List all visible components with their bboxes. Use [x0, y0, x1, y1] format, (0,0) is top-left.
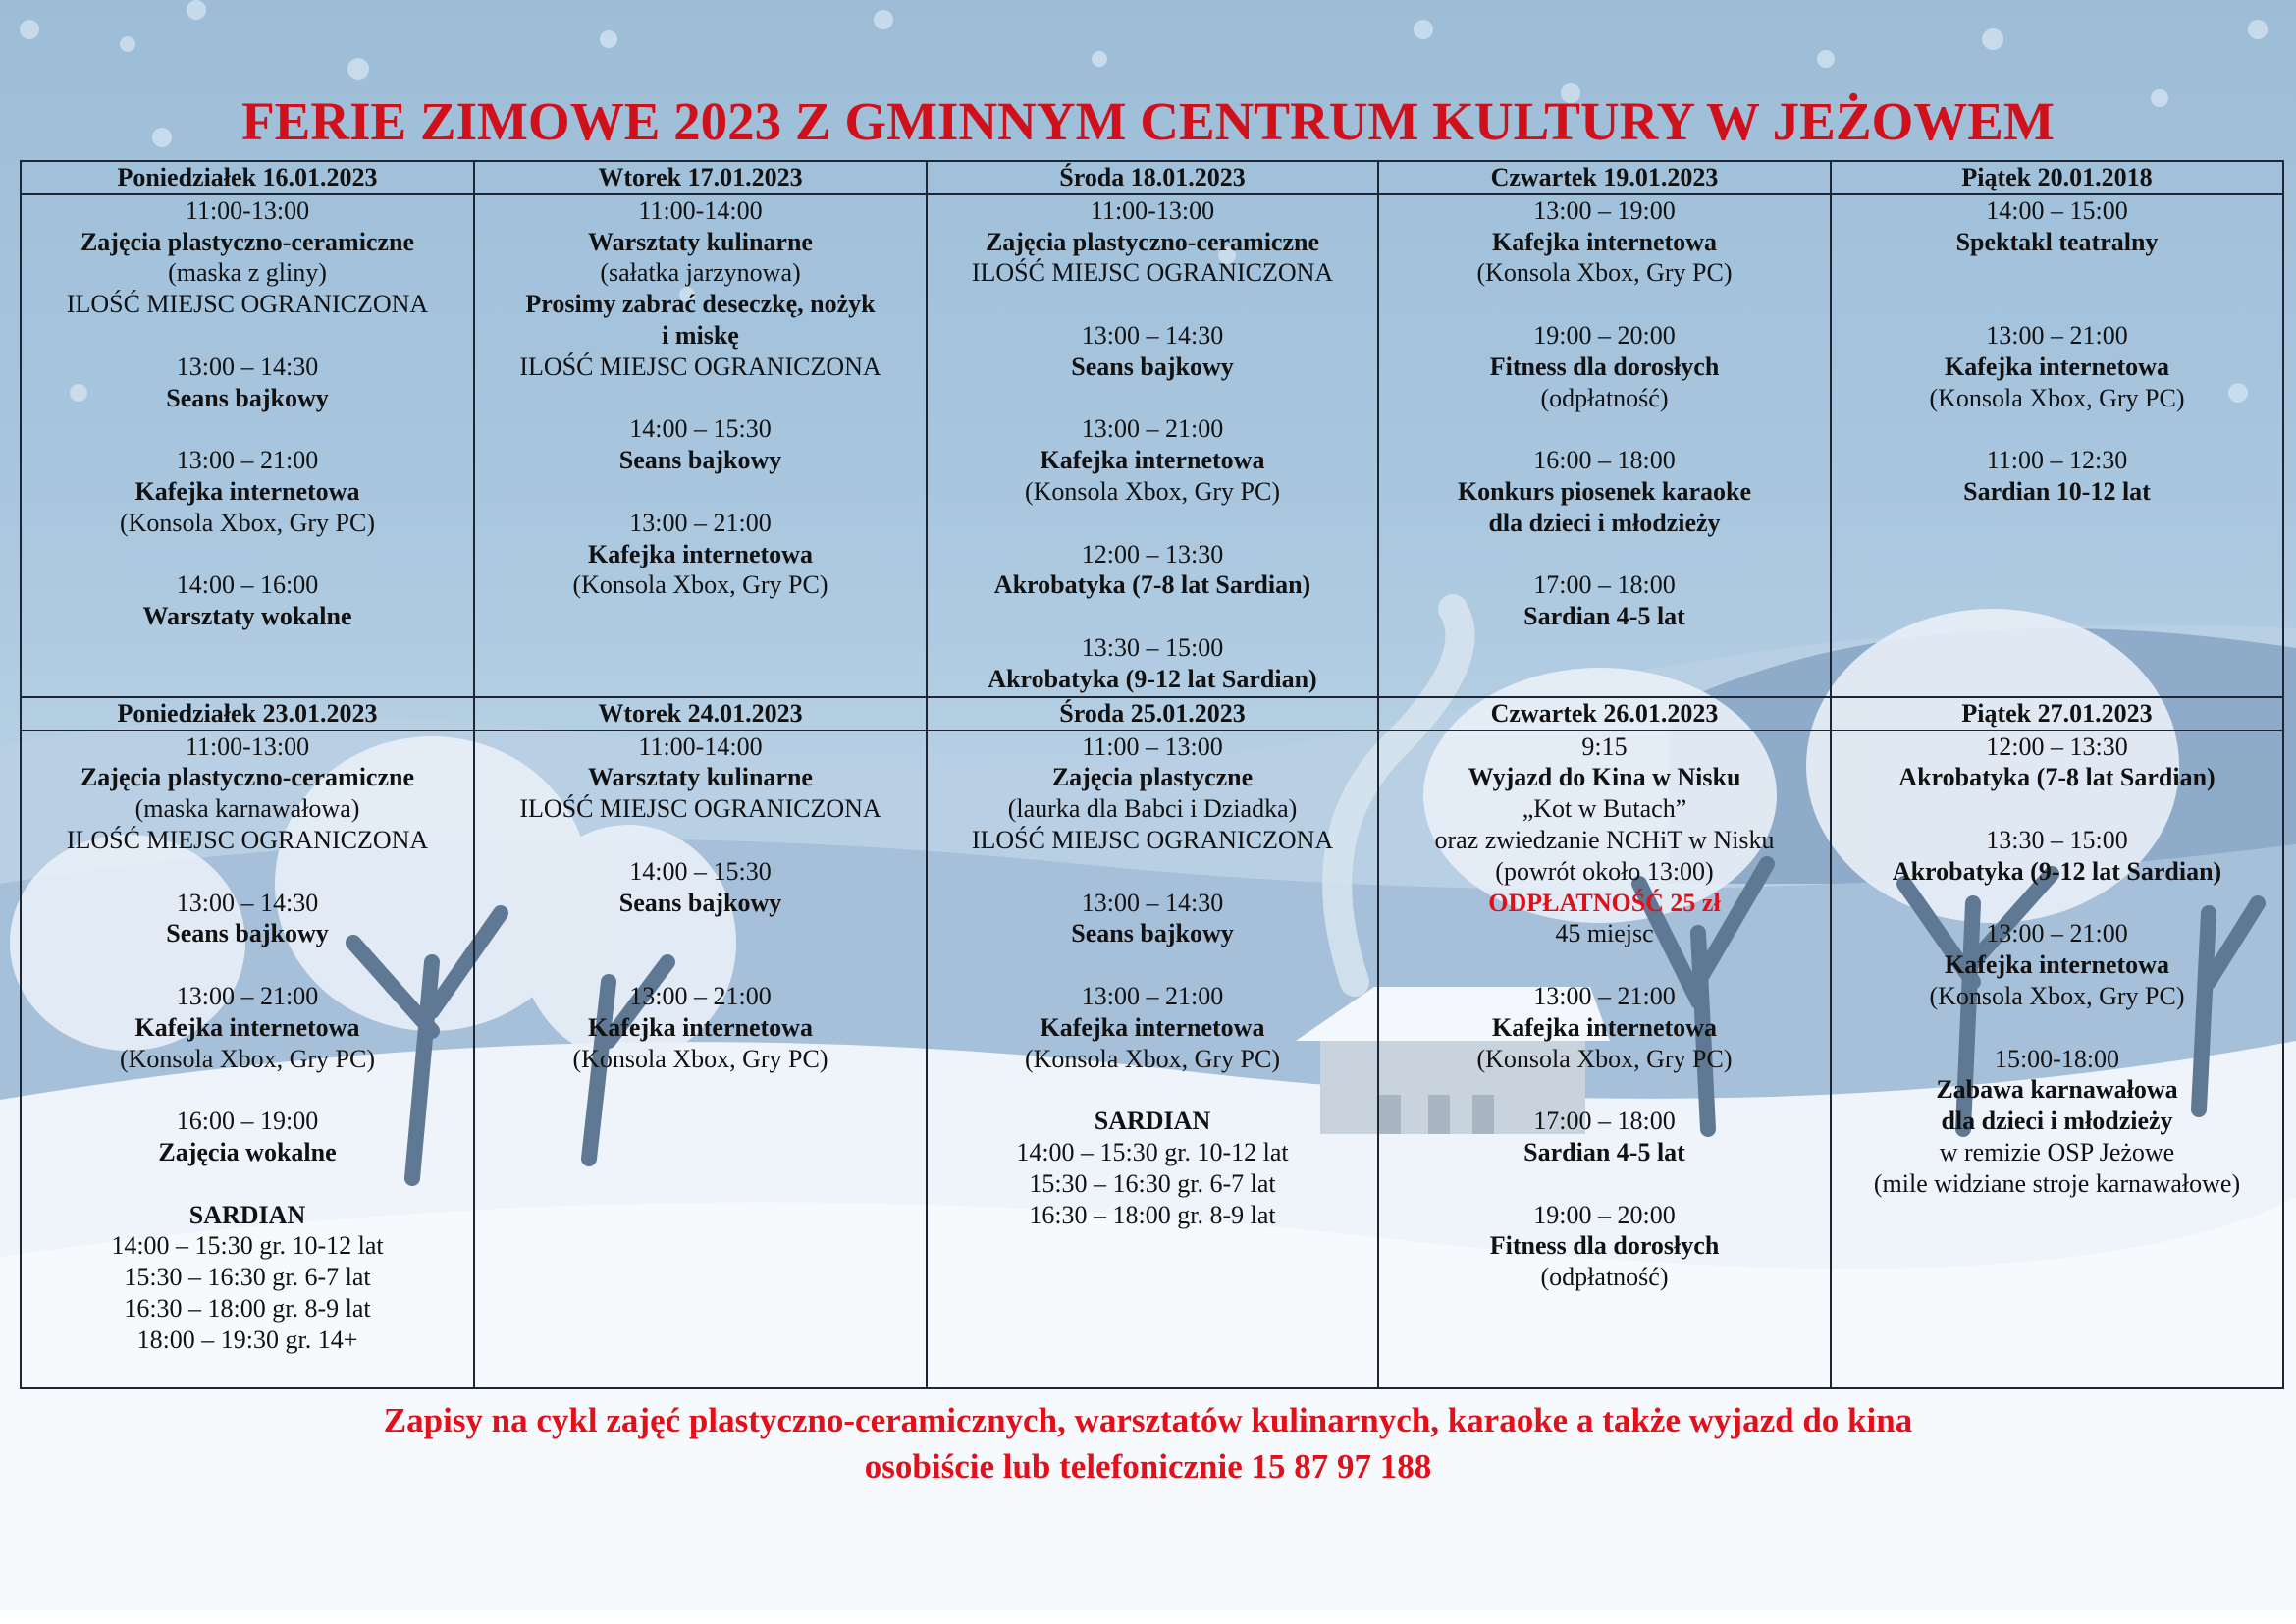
activity-detail: 14:00 – 16:00	[176, 570, 319, 600]
activity-detail: 14:00 – 15:00	[1986, 195, 2128, 225]
activity-detail	[1836, 289, 2278, 320]
activity-detail	[932, 508, 1373, 539]
activity-detail: (mile widziane stroje karnawałowe)	[1873, 1168, 2241, 1198]
activity-detail: ILOŚĆ MIEJSC OGRANICZONA	[519, 794, 881, 824]
day-activities-cell	[1378, 194, 1831, 697]
activity-detail: 15:30 – 16:30 gr. 6-7 lat	[1029, 1168, 1276, 1198]
activity-detail: ILOŚĆ MIEJSC OGRANICZONA	[66, 290, 429, 319]
activity-title: Kafejka internetowa	[134, 1012, 360, 1042]
activity-detail: 11:00-13:00	[1090, 195, 1215, 225]
activity-detail: 13:00 – 21:00	[1081, 981, 1224, 1010]
activity-title: dla dzieci i młodzieży	[1941, 1107, 2173, 1136]
activity-detail: 18:00 – 19:30 gr. 14+	[136, 1325, 358, 1354]
week-header-row	[21, 161, 2283, 194]
price-notice: ODPŁATNOŚĆ 25 zł	[1488, 888, 1721, 917]
activity-detail	[932, 949, 1373, 981]
day-header: Środa 18.01.2023	[927, 161, 1378, 194]
activity-title: Akrobatyka (9-12 lat Sardian)	[988, 664, 1317, 693]
activity-title: Warsztaty kulinarne	[588, 763, 813, 792]
activity-detail: 13:00 – 21:00	[176, 981, 319, 1010]
activity-detail	[26, 320, 469, 352]
activity-detail: 17:00 – 18:00	[1533, 1107, 1676, 1136]
activity-title: Seans bajkowy	[618, 446, 782, 475]
activity-detail	[932, 383, 1373, 414]
activity-detail	[479, 918, 922, 949]
day-activities-cell	[1831, 731, 2283, 1388]
activity-detail: 11:00-13:00	[185, 731, 310, 761]
activity-title: SARDIAN	[1094, 1107, 1211, 1136]
activity-detail: 13:00 – 14:30	[176, 352, 319, 381]
activity-detail	[1836, 413, 2278, 445]
activity-title: Warsztaty kulinarne	[588, 227, 813, 256]
activity-detail: 13:00 – 19:00	[1533, 195, 1676, 225]
activity-title: SARDIAN	[188, 1200, 306, 1229]
activity-detail: 13:30 – 15:00	[1986, 825, 2128, 854]
activity-detail: (powrót około 13:00)	[1495, 856, 1714, 886]
activity-detail: (Konsola Xbox, Gry PC)	[572, 570, 828, 600]
activity-detail: 14:00 – 15:30 gr. 10-12 lat	[1016, 1137, 1289, 1166]
activity-detail: w remizie OSP Jeżowe	[1939, 1137, 2175, 1166]
activity-title: Kafejka internetowa	[1492, 1012, 1717, 1042]
activity-detail: ILOŚĆ MIEJSC OGRANICZONA	[971, 258, 1334, 288]
activity-detail: 13:00 – 14:30	[1081, 888, 1224, 917]
day-header: Piątek 27.01.2023	[1831, 697, 2283, 731]
activity-title: Kafejka internetowa	[1040, 446, 1265, 475]
activity-title: Kafejka internetowa	[1492, 227, 1717, 256]
day-header: Piątek 20.01.2018	[1831, 161, 2283, 194]
activity-detail: 13:00 – 21:00	[176, 446, 319, 475]
activity-title: Seans bajkowy	[1071, 919, 1234, 948]
activity-detail	[1383, 949, 1826, 981]
activity-detail: 11:00 – 13:00	[1082, 731, 1223, 761]
activity-detail: 13:00 – 14:30	[176, 888, 319, 917]
activity-detail	[479, 383, 922, 414]
activity-detail: ILOŚĆ MIEJSC OGRANICZONA	[66, 825, 429, 854]
day-header: Wtorek 24.01.2023	[474, 697, 927, 731]
day-activities-cell	[21, 194, 474, 697]
activity-title: Fitness dla dorosłych	[1489, 1231, 1720, 1261]
activity-detail: (maska z gliny)	[168, 258, 327, 288]
activity-detail: 13:00 – 21:00	[629, 981, 772, 1010]
activity-detail: 16:30 – 18:00 gr. 8-9 lat	[124, 1293, 371, 1323]
activity-detail: 12:00 – 13:30	[1986, 731, 2128, 761]
activity-title: Spektakl teatralny	[1955, 227, 2159, 256]
activity-detail: (Konsola Xbox, Gry PC)	[1929, 981, 2185, 1010]
activity-detail: „Kot w Butach”	[1522, 794, 1687, 824]
activity-detail: 11:00-13:00	[185, 195, 310, 225]
activity-detail	[1836, 888, 2278, 919]
activity-detail	[932, 856, 1373, 888]
activity-detail: 13:30 – 15:00	[1081, 632, 1224, 662]
schedule-table	[20, 160, 2284, 1389]
activity-detail: 11:00 – 12:30	[1986, 446, 2128, 475]
day-header: Środa 25.01.2023	[927, 697, 1378, 731]
day-activities-cell	[1378, 731, 1831, 1388]
activity-title: Kafejka internetowa	[1945, 950, 2169, 980]
day-activities-cell	[1831, 194, 2283, 697]
activity-title: Zajęcia plastyczno-ceramiczne	[80, 227, 415, 256]
activity-detail: (laurka dla Babci i Dziadka)	[1007, 794, 1298, 824]
activity-title: i miskę	[662, 320, 739, 350]
day-header: Poniedziałek 23.01.2023	[21, 697, 474, 731]
activity-detail: 13:00 – 21:00	[1986, 320, 2128, 350]
activity-title: Zajęcia plastyczno-ceramiczne	[985, 227, 1320, 256]
activity-title: Sardian 10-12 lat	[1963, 476, 2151, 506]
day-activities-cell	[21, 731, 474, 1388]
activity-detail: (Konsola Xbox, Gry PC)	[1929, 383, 2185, 412]
activity-detail	[479, 949, 922, 981]
activity-title: Kafejka internetowa	[134, 476, 360, 506]
registration-phone: osobiście lub telefonicznie 15 87 97 188	[864, 1447, 1432, 1486]
activity-detail: 11:00-14:00	[638, 195, 763, 225]
activity-detail	[26, 856, 469, 888]
day-header: Czwartek 26.01.2023	[1378, 697, 1831, 731]
activity-detail: (Konsola Xbox, Gry PC)	[1476, 258, 1733, 288]
activity-title: dla dzieci i młodzieży	[1488, 508, 1721, 537]
activity-detail	[1383, 1074, 1826, 1106]
activity-detail	[1836, 1012, 2278, 1044]
activity-detail: 15:00-18:00	[1994, 1044, 2120, 1073]
registration-note: Zapisy na cykl zajęć plastyczno-ceramicznych, warsztatów kulinarnych, karaoke a także wyjazd do kina	[383, 1401, 1913, 1439]
day-header: Czwartek 19.01.2023	[1378, 161, 1831, 194]
activity-detail	[479, 476, 922, 508]
activity-title: Zajęcia wokalne	[158, 1137, 337, 1166]
day-activities-cell	[927, 731, 1378, 1388]
activity-detail: 12:00 – 13:30	[1081, 539, 1224, 568]
activity-detail: oraz zwiedzanie NCHiT w Nisku	[1434, 825, 1775, 854]
activity-title: Zajęcia plastyczno-ceramiczne	[80, 763, 415, 792]
activity-detail: 13:00 – 21:00	[629, 508, 772, 537]
activity-detail: 13:00 – 14:30	[1081, 320, 1224, 350]
activity-title: Kafejka internetowa	[1040, 1012, 1265, 1042]
activity-detail	[1383, 289, 1826, 320]
activity-detail: 13:00 – 21:00	[1986, 919, 2128, 948]
activity-detail: 45 miejsc	[1555, 919, 1654, 948]
day-header: Wtorek 17.01.2023	[474, 161, 927, 194]
activity-title: Akrobatyka (7-8 lat Sardian)	[993, 570, 1311, 600]
activity-detail	[1836, 793, 2278, 825]
activity-detail	[26, 949, 469, 981]
activity-detail	[1383, 539, 1826, 570]
activity-title: Sardian 4-5 lat	[1523, 1137, 1685, 1166]
activity-title: Sardian 4-5 lat	[1523, 602, 1685, 631]
activity-detail	[1383, 413, 1826, 445]
activity-detail: (maska karnawałowa)	[134, 794, 360, 824]
activity-detail	[932, 289, 1373, 320]
activity-detail: 16:00 – 18:00	[1533, 446, 1676, 475]
activity-detail: (Konsola Xbox, Gry PC)	[1476, 1044, 1733, 1073]
activity-detail: 11:00-14:00	[638, 731, 763, 761]
activity-title: Prosimy zabrać deseczkę, nożyk	[525, 290, 876, 319]
activity-detail: 14:00 – 15:30 gr. 10-12 lat	[111, 1231, 384, 1261]
activity-detail: 19:00 – 20:00	[1533, 1200, 1676, 1229]
activity-title: Seans bajkowy	[1071, 352, 1234, 381]
activity-title: Seans bajkowy	[618, 888, 782, 917]
activity-detail	[26, 539, 469, 570]
activity-title: Wyjazd do Kina w Nisku	[1468, 763, 1741, 792]
activity-detail	[1836, 257, 2278, 289]
activity-detail	[26, 413, 469, 445]
activity-detail: (odpłatność)	[1540, 1263, 1669, 1292]
activity-detail	[1383, 1168, 1826, 1200]
activity-title: Warsztaty wokalne	[142, 602, 352, 631]
activity-detail: 13:00 – 21:00	[1081, 414, 1224, 444]
page-title: FERIE ZIMOWE 2023 Z GMINNYM CENTRUM KULTURY W JEŻOWEM	[241, 91, 2055, 151]
activity-title: Kafejka internetowa	[1945, 352, 2169, 381]
activity-detail: 14:00 – 15:30	[629, 856, 772, 886]
activity-detail: 15:30 – 16:30 gr. 6-7 lat	[124, 1263, 371, 1292]
day-header: Poniedziałek 16.01.2023	[21, 161, 474, 194]
activity-detail: 17:00 – 18:00	[1533, 570, 1676, 600]
activity-detail: ILOŚĆ MIEJSC OGRANICZONA	[519, 352, 881, 381]
activity-detail: 14:00 – 15:30	[629, 414, 772, 444]
activity-detail	[26, 1168, 469, 1200]
activity-title: Akrobatyka (9-12 lat Sardian)	[1892, 856, 2222, 886]
activity-title: Akrobatyka (7-8 lat Sardian)	[1898, 763, 2216, 792]
week-activities-row	[21, 731, 2283, 1388]
activity-detail: 9:15	[1581, 731, 1628, 761]
activity-detail: (odpłatność)	[1540, 383, 1669, 412]
activity-title: Fitness dla dorosłych	[1489, 352, 1720, 381]
activity-title: Zajęcia plastyczne	[1051, 763, 1254, 792]
activity-title: Kafejka internetowa	[588, 539, 813, 568]
activity-title: Seans bajkowy	[166, 383, 329, 412]
day-activities-cell	[474, 731, 927, 1388]
activity-detail: 16:30 – 18:00 gr. 8-9 lat	[1029, 1200, 1276, 1229]
activity-detail	[26, 1074, 469, 1106]
activity-title: Seans bajkowy	[166, 919, 329, 948]
activity-detail	[932, 1074, 1373, 1106]
activity-detail: (Konsola Xbox, Gry PC)	[120, 508, 375, 537]
activity-detail: (Konsola Xbox, Gry PC)	[120, 1044, 375, 1073]
activity-detail: (sałatka jarzynowa)	[600, 258, 801, 288]
day-activities-cell	[474, 194, 927, 697]
activity-detail: (Konsola Xbox, Gry PC)	[1025, 476, 1280, 506]
activity-detail: 16:00 – 19:00	[176, 1107, 319, 1136]
activity-detail: 19:00 – 20:00	[1533, 320, 1676, 350]
activity-detail: (Konsola Xbox, Gry PC)	[572, 1044, 828, 1073]
activity-detail	[479, 825, 922, 856]
activity-detail: 13:00 – 21:00	[1533, 981, 1676, 1010]
activity-detail: (Konsola Xbox, Gry PC)	[1025, 1044, 1280, 1073]
day-activities-cell	[927, 194, 1378, 697]
week-header-row	[21, 697, 2283, 731]
activity-title: Kafejka internetowa	[588, 1012, 813, 1042]
activity-detail: ILOŚĆ MIEJSC OGRANICZONA	[971, 825, 1334, 854]
activity-detail	[932, 601, 1373, 632]
activity-title: Konkurs piosenek karaoke	[1457, 476, 1752, 506]
week-activities-row	[21, 194, 2283, 697]
activity-title: Zabawa karnawałowa	[1936, 1075, 2178, 1105]
